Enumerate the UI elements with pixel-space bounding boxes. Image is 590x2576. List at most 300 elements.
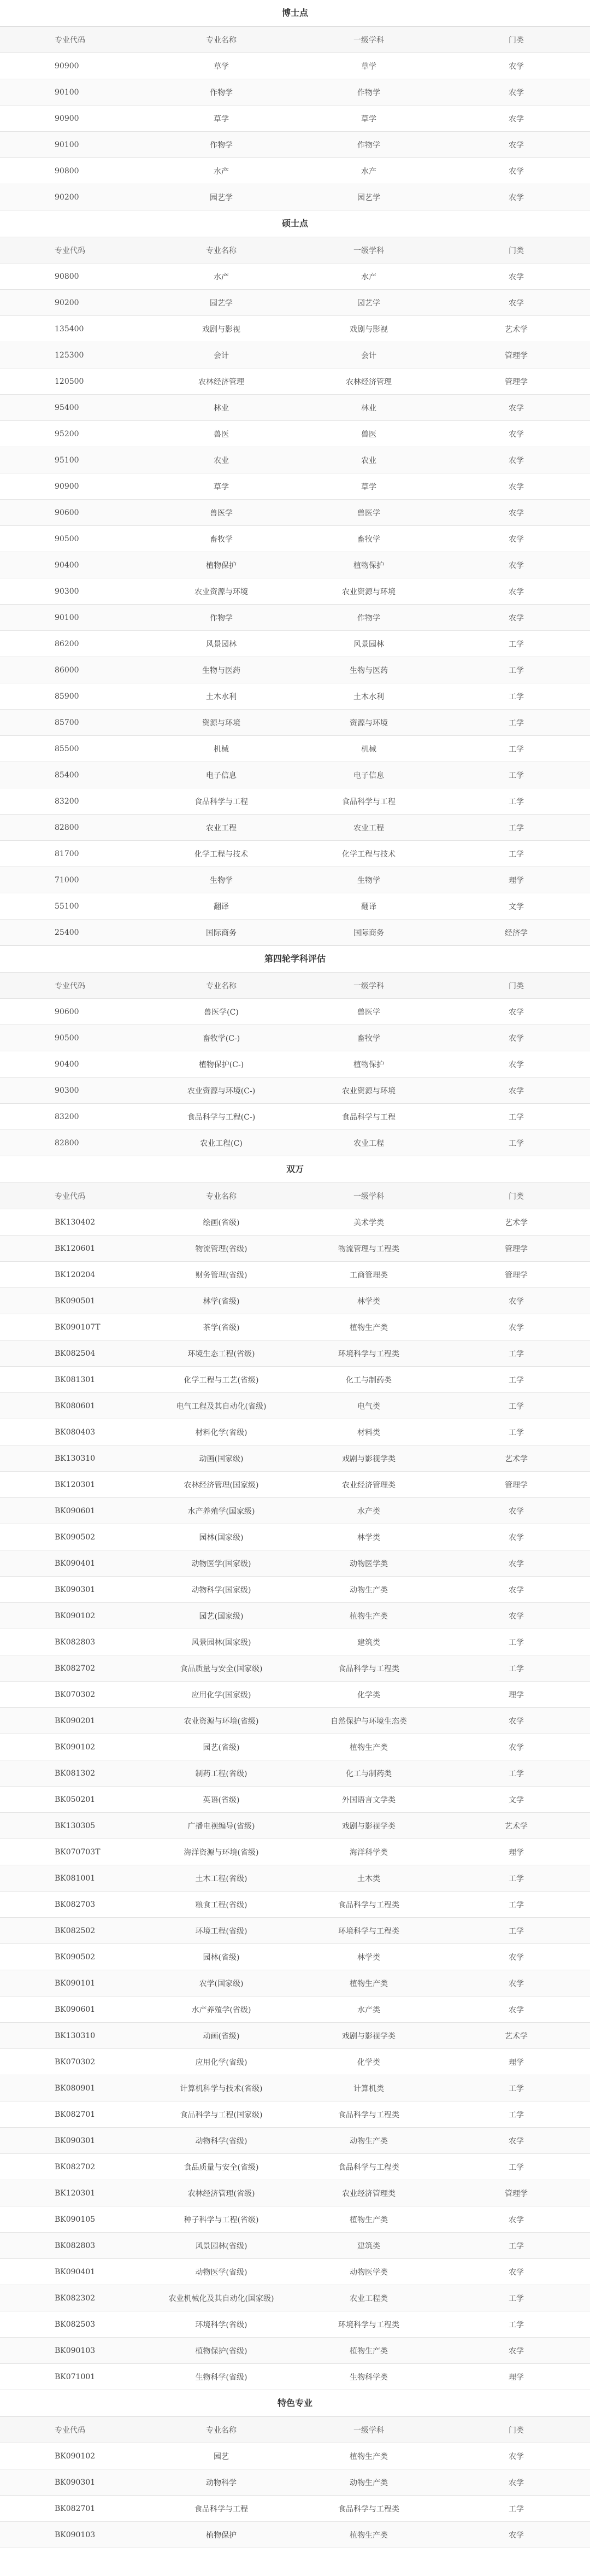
cell-category: 农学 [442,526,590,552]
cell-major-code: BK090401 [0,1550,148,1577]
cell-discipline: 外国语言文学类 [295,1787,442,1813]
cell-major-code: 90100 [0,605,148,631]
cell-major-name: 农业 [148,447,295,473]
cell-category: 艺术学 [442,1445,590,1472]
cell-discipline: 植物生产类 [295,1314,442,1340]
cell-major-name: 畜牧学(C-) [148,1025,295,1051]
cell-major-name: 草学 [148,106,295,132]
cell-major-code: BK090301 [0,1577,148,1603]
table-row [0,1944,590,1970]
cell-category: 农学 [442,106,590,132]
cell-discipline: 化工与制药类 [295,1367,442,1393]
cell-discipline: 水产 [295,158,442,184]
cell-category: 农学 [442,578,590,605]
cell-category: 农学 [442,1603,590,1629]
table-row [0,631,590,657]
table-row [0,867,590,893]
cell-major-code: 83200 [0,1104,148,1130]
cell-major-code: BK070302 [0,2049,148,2075]
cell-major-name: 土木工程(省级) [148,1865,295,1892]
cell-major-name: 机械 [148,736,295,762]
cell-category: 工学 [442,710,590,736]
table-row [0,2233,590,2259]
cell-major-code: BK120301 [0,1472,148,1498]
table-row [0,683,590,710]
cell-major-name: 英语(省级) [148,1787,295,1813]
cell-major-code: 90400 [0,1051,148,1078]
cell-major-name: 环境工程(省级) [148,1918,295,1944]
cell-major-name: 农业资源与环境 [148,578,295,605]
table-row [0,2075,590,2101]
cell-category: 艺术学 [442,1209,590,1236]
cell-major-name: 园林(省级) [148,1944,295,1970]
cell-major-name: 园艺(国家级) [148,1603,295,1629]
table-row [0,2443,590,2469]
cell-discipline: 作物学 [295,132,442,158]
section-table [0,237,590,946]
cell-major-code: BK082504 [0,1340,148,1367]
table-row [0,657,590,683]
cell-major-code: 120500 [0,368,148,395]
cell-discipline: 植物保护 [295,552,442,578]
cell-category: 理学 [442,2364,590,2390]
cell-major-name: 动物医学(省级) [148,2259,295,2285]
column-header-category: 门类 [442,2417,590,2443]
table-header-row [0,2417,590,2443]
cell-major-name: 作物学 [148,132,295,158]
table-row [0,1865,590,1892]
cell-category: 农学 [442,1708,590,1734]
cell-category: 艺术学 [442,1813,590,1839]
cell-major-code: BK130402 [0,1209,148,1236]
cell-major-name: 农林经济管理(省级) [148,2180,295,2206]
cell-category: 工学 [442,1419,590,1445]
table-row [0,184,590,210]
cell-category: 农学 [442,1025,590,1051]
cell-major-code: BK090105 [0,2206,148,2233]
table-row [0,1682,590,1708]
table-row [0,1629,590,1655]
cell-category: 工学 [442,2101,590,2128]
cell-major-code: BK082503 [0,2311,148,2338]
cell-major-code: BK080601 [0,1393,148,1419]
cell-category: 农学 [442,1944,590,1970]
column-header-major-name: 专业名称 [148,1183,295,1209]
table-row [0,1025,590,1051]
cell-major-name: 园林(国家级) [148,1524,295,1550]
cell-discipline: 农业工程类 [295,2285,442,2311]
table-row [0,2364,590,2390]
table-row [0,500,590,526]
cell-major-code: BK081302 [0,1760,148,1787]
cell-major-name: 制药工程(省级) [148,1760,295,1787]
cell-major-name: 兽医 [148,421,295,447]
cell-discipline: 植物生产类 [295,2522,442,2548]
cell-major-name: 茶学(省级) [148,1314,295,1340]
table-header-row [0,27,590,53]
cell-major-code: BK082803 [0,1629,148,1655]
table-row [0,473,590,500]
cell-discipline: 化学工程与技术 [295,841,442,867]
section-title: 博士点 [0,0,590,27]
cell-major-code: 95100 [0,447,148,473]
table-row [0,1288,590,1314]
cell-discipline: 园艺学 [295,184,442,210]
cell-discipline: 会计 [295,342,442,368]
cell-major-name: 动物科学(国家级) [148,1577,295,1603]
cell-category: 理学 [442,867,590,893]
cell-major-name: 翻译 [148,893,295,920]
cell-category: 农学 [442,395,590,421]
table-row [0,1892,590,1918]
cell-category: 农学 [442,1051,590,1078]
table-row [0,1130,590,1156]
cell-discipline: 化工与制药类 [295,1760,442,1787]
cell-discipline: 戏剧与影视学类 [295,1445,442,1472]
cell-discipline: 草学 [295,473,442,500]
cell-major-code: BK090301 [0,2469,148,2496]
cell-major-name: 应用化学(省级) [148,2049,295,2075]
cell-discipline: 植物保护 [295,1051,442,1078]
cell-discipline: 农业经济管理类 [295,1472,442,1498]
section-1 [0,210,590,946]
cell-discipline: 水产 [295,264,442,290]
cell-major-code: 55100 [0,893,148,920]
cell-category: 农学 [442,53,590,79]
cell-major-name: 戏剧与影视 [148,316,295,342]
table-row [0,578,590,605]
cell-discipline: 化学类 [295,1682,442,1708]
cell-discipline: 园艺学 [295,290,442,316]
cell-major-code: 82800 [0,815,148,841]
section-table [0,27,590,210]
cell-category: 工学 [442,1655,590,1682]
cell-discipline: 林学类 [295,1944,442,1970]
cell-category: 农学 [442,1498,590,1524]
cell-major-code: BK090501 [0,1288,148,1314]
cell-discipline: 动物生产类 [295,2469,442,2496]
table-row [0,1367,590,1393]
cell-category: 农学 [442,2206,590,2233]
cell-major-name: 农业机械化及其自动化(国家级) [148,2285,295,2311]
table-row [0,1787,590,1813]
cell-discipline: 资源与环境 [295,710,442,736]
column-header-category: 门类 [442,973,590,999]
table-header-row [0,237,590,264]
cell-major-code: BK090601 [0,1997,148,2023]
cell-category: 农学 [442,132,590,158]
cell-category: 工学 [442,2285,590,2311]
cell-major-name: 食品科学与工程 [148,2496,295,2522]
cell-major-code: BK090301 [0,2128,148,2154]
cell-discipline: 作物学 [295,79,442,106]
cell-category: 工学 [442,1393,590,1419]
section-title: 第四轮学科评估 [0,946,590,973]
cell-major-name: 农业工程 [148,815,295,841]
table-row [0,605,590,631]
cell-discipline: 畜牧学 [295,1025,442,1051]
cell-category: 艺术学 [442,316,590,342]
cell-discipline: 水产类 [295,1498,442,1524]
section-title: 双万 [0,1156,590,1183]
cell-discipline: 作物学 [295,605,442,631]
cell-category: 农学 [442,2128,590,2154]
cell-major-code: 90600 [0,999,148,1025]
table-row [0,2206,590,2233]
cell-major-name: 水产养殖学(国家级) [148,1498,295,1524]
cell-major-name: 兽医学 [148,500,295,526]
section-0 [0,0,590,210]
table-row [0,2180,590,2206]
table-header-row [0,973,590,999]
cell-major-code: BK120301 [0,2180,148,2206]
cell-category: 理学 [442,2049,590,2075]
cell-major-code: 85700 [0,710,148,736]
table-row [0,1498,590,1524]
cell-major-code: BK080901 [0,2075,148,2101]
table-row [0,1445,590,1472]
cell-discipline: 翻译 [295,893,442,920]
cell-major-name: 生物科学(省级) [148,2364,295,2390]
cell-major-code: 90500 [0,1025,148,1051]
cell-discipline: 环境科学与工程类 [295,2311,442,2338]
cell-discipline: 草学 [295,53,442,79]
cell-major-name: 计算机科学与技术(省级) [148,2075,295,2101]
section-4 [0,2390,590,2548]
section-table [0,2417,590,2548]
cell-category: 农学 [442,1314,590,1340]
cell-category: 工学 [442,2233,590,2259]
cell-discipline: 生物科学类 [295,2364,442,2390]
cell-discipline: 动物生产类 [295,2128,442,2154]
table-row [0,1104,590,1130]
table-row [0,395,590,421]
cell-major-code: 82800 [0,1130,148,1156]
cell-major-code: BK090201 [0,1708,148,1734]
cell-discipline: 计算机类 [295,2075,442,2101]
cell-category: 工学 [442,2496,590,2522]
cell-major-code: BK130310 [0,2023,148,2049]
cell-major-name: 园艺学 [148,290,295,316]
table-row [0,788,590,815]
cell-category: 管理学 [442,1262,590,1288]
cell-major-code: 90200 [0,290,148,316]
cell-major-code: 90500 [0,526,148,552]
cell-discipline: 戏剧与影视学类 [295,2023,442,2049]
section-title: 硕士点 [0,210,590,237]
cell-discipline: 农业工程 [295,815,442,841]
cell-discipline: 林业 [295,395,442,421]
table-row [0,106,590,132]
cell-discipline: 建筑类 [295,2233,442,2259]
table-row [0,2338,590,2364]
cell-major-name: 动物医学(国家级) [148,1550,295,1577]
cell-category: 农学 [442,2522,590,2548]
cell-category: 农学 [442,500,590,526]
cell-major-code: 90300 [0,1078,148,1104]
cell-category: 农学 [442,158,590,184]
cell-category: 农学 [442,421,590,447]
cell-category: 管理学 [442,368,590,395]
cell-discipline: 植物生产类 [295,1734,442,1760]
cell-major-code: BK090401 [0,2259,148,2285]
column-header-major-code: 专业代码 [0,1183,148,1209]
cell-major-code: BK082803 [0,2233,148,2259]
cell-category: 农学 [442,184,590,210]
table-row [0,2285,590,2311]
cell-major-code: 90900 [0,106,148,132]
cell-discipline: 植物生产类 [295,1603,442,1629]
cell-discipline: 植物生产类 [295,1970,442,1997]
cell-discipline: 美术学类 [295,1209,442,1236]
table-row [0,290,590,316]
cell-discipline: 林学类 [295,1288,442,1314]
table-row [0,447,590,473]
column-header-major-code: 专业代码 [0,973,148,999]
cell-major-code: BK090107T [0,1314,148,1340]
cell-discipline: 农业工程 [295,1130,442,1156]
column-header-major-name: 专业名称 [148,2417,295,2443]
cell-major-name: 国际商务 [148,920,295,946]
cell-category: 经济学 [442,920,590,946]
cell-category: 管理学 [442,342,590,368]
cell-discipline: 环境科学与工程类 [295,1918,442,1944]
cell-major-code: BK050201 [0,1787,148,1813]
cell-major-code: 83200 [0,788,148,815]
cell-major-code: BK082302 [0,2285,148,2311]
cell-major-name: 种子科学与工程(省级) [148,2206,295,2233]
cell-major-code: 85900 [0,683,148,710]
cell-category: 农学 [442,999,590,1025]
cell-discipline: 农业经济管理类 [295,2180,442,2206]
cell-discipline: 农业 [295,447,442,473]
cell-major-code: 90900 [0,473,148,500]
cell-category: 理学 [442,1839,590,1865]
table-row [0,421,590,447]
cell-category: 农学 [442,1577,590,1603]
table-row [0,368,590,395]
cell-category: 工学 [442,683,590,710]
cell-category: 农学 [442,2338,590,2364]
cell-major-name: 物流管理(省级) [148,1236,295,1262]
cell-discipline: 材料类 [295,1419,442,1445]
cell-category: 文学 [442,1787,590,1813]
section-table [0,1183,590,2390]
table-row [0,2049,590,2075]
cell-major-name: 生物与医药 [148,657,295,683]
cell-major-name: 水产养殖学(省级) [148,1997,295,2023]
table-row [0,710,590,736]
table-row [0,1209,590,1236]
cell-major-name: 食品质量与安全(国家级) [148,1655,295,1682]
column-header-major-code: 专业代码 [0,27,148,53]
cell-discipline: 植物生产类 [295,2338,442,2364]
cell-category: 工学 [442,1367,590,1393]
cell-major-name: 电子信息 [148,762,295,788]
cell-category: 工学 [442,1340,590,1367]
cell-major-name: 环境科学(省级) [148,2311,295,2338]
column-header-discipline: 一级学科 [295,2417,442,2443]
cell-major-code: 135400 [0,316,148,342]
table-row [0,132,590,158]
cell-major-name: 作物学 [148,605,295,631]
cell-major-code: 90100 [0,79,148,106]
cell-category: 农学 [442,1288,590,1314]
cell-category: 文学 [442,893,590,920]
cell-major-name: 土木水利 [148,683,295,710]
cell-discipline: 海洋科学类 [295,1839,442,1865]
table-row [0,342,590,368]
cell-category: 管理学 [442,2180,590,2206]
table-row [0,2128,590,2154]
table-row [0,316,590,342]
cell-major-name: 植物保护(省级) [148,2338,295,2364]
cell-discipline: 生物学 [295,867,442,893]
cell-category: 农学 [442,2259,590,2285]
cell-major-name: 水产 [148,264,295,290]
cell-major-code: 25400 [0,920,148,946]
table-row [0,2023,590,2049]
table-row [0,1550,590,1577]
cell-category: 理学 [442,1682,590,1708]
table-row [0,762,590,788]
cell-discipline: 动物生产类 [295,1577,442,1603]
cell-major-code: BK082701 [0,2101,148,2128]
section-2 [0,946,590,1156]
cell-discipline: 土木水利 [295,683,442,710]
cell-category: 工学 [442,1104,590,1130]
cell-major-code: 90100 [0,132,148,158]
table-row [0,1051,590,1078]
cell-discipline: 农林经济管理 [295,368,442,395]
table-row [0,920,590,946]
cell-major-name: 绘画(省级) [148,1209,295,1236]
table-row [0,526,590,552]
cell-category: 工学 [442,2311,590,2338]
cell-major-code: 71000 [0,867,148,893]
cell-major-name: 财务管理(省级) [148,1262,295,1288]
table-row [0,264,590,290]
cell-discipline: 食品科学与工程类 [295,2101,442,2128]
cell-major-name: 草学 [148,53,295,79]
cell-major-name: 海洋资源与环境(省级) [148,1839,295,1865]
cell-major-name: 化学工程与工艺(省级) [148,1367,295,1393]
cell-major-code: BK130305 [0,1813,148,1839]
cell-major-name: 园艺 [148,2443,295,2469]
cell-major-name: 粮食工程(省级) [148,1892,295,1918]
cell-major-name: 动画(国家级) [148,1445,295,1472]
cell-major-name: 动物科学(省级) [148,2128,295,2154]
cell-major-name: 动画(省级) [148,2023,295,2049]
cell-major-name: 食品科学与工程 [148,788,295,815]
cell-major-code: BK090102 [0,2443,148,2469]
table-row [0,1839,590,1865]
column-header-major-name: 专业名称 [148,237,295,264]
cell-major-code: BK070703T [0,1839,148,1865]
cell-discipline: 食品科学与工程类 [295,1892,442,1918]
table-row [0,2311,590,2338]
table-row [0,1577,590,1603]
cell-major-code: BK090103 [0,2338,148,2364]
cell-category: 工学 [442,1130,590,1156]
cell-category: 工学 [442,631,590,657]
cell-discipline: 食品科学与工程 [295,788,442,815]
cell-major-code: 95400 [0,395,148,421]
cell-discipline: 物流管理与工程类 [295,1236,442,1262]
table-row [0,1340,590,1367]
table-row [0,158,590,184]
cell-category: 农学 [442,1997,590,2023]
